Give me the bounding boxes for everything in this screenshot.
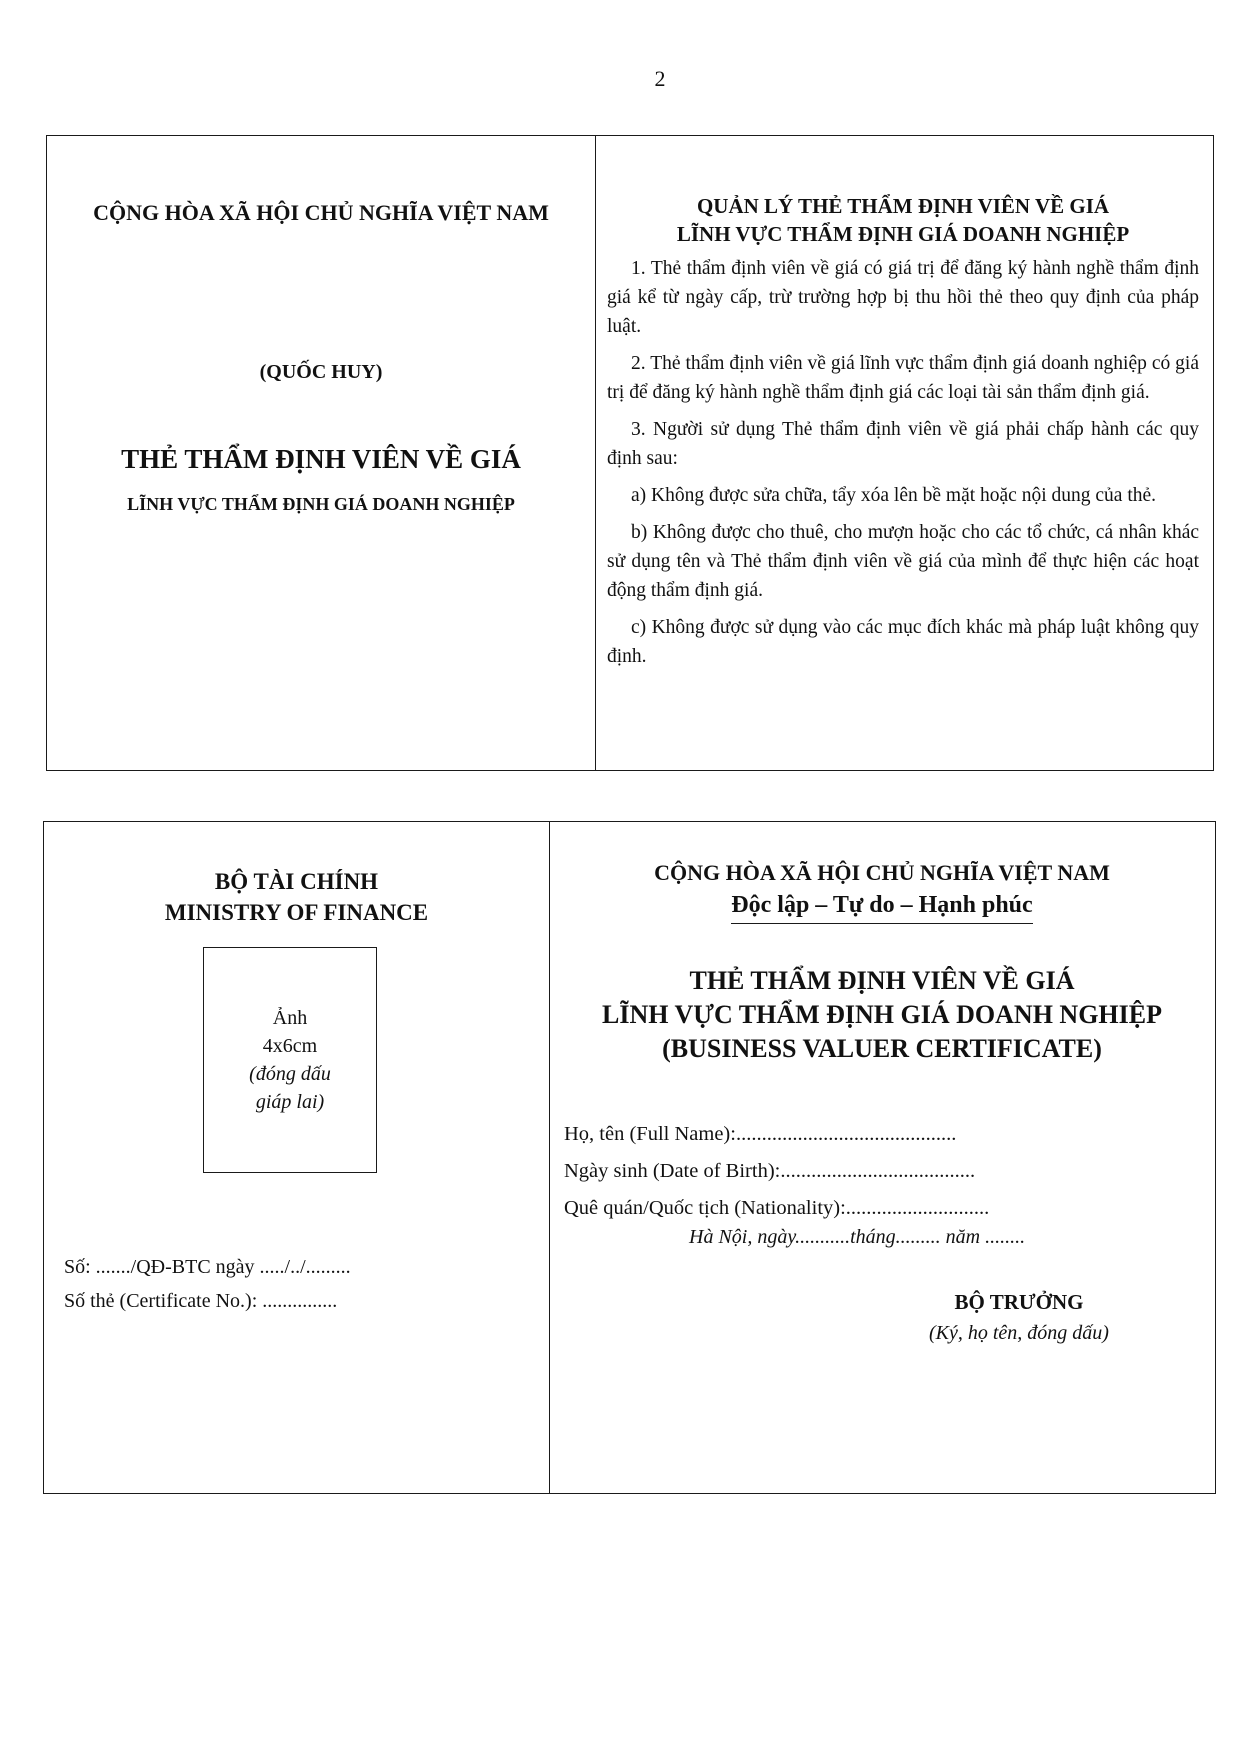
certificate-title-line3: (BUSINESS VALUER CERTIFICATE) [662,1034,1102,1063]
rule-item: b) Không được cho thuê, cho mượn hoặc cho các tổ chức, cá nhân khác sử dụng tên và Thẻ thẩm định viên về giá của mình để thực hiện các hoạt động thẩm định giá. [607,522,1199,601]
signer-title: BỘ TRƯỞNG [954,1290,1084,1314]
back-left-panel [44,822,549,1493]
place-date-line: Hà Nội, ngày...........tháng......... năm ........ [689,1226,1026,1248]
certificate-title [549,964,1215,1066]
date-of-birth-field: Ngày sinh (Date of Birth):...................................... [564,1160,976,1182]
certificate-subtitle: LĨNH VỰC THẨM ĐỊNH GIÁ DOANH NGHIỆP [127,494,515,514]
certificate-number: Số thẻ (Certificate No.): ............... [64,1290,338,1312]
certificate-meta [64,1250,351,1318]
rules-heading [607,192,1199,248]
ministry-heading [44,866,549,928]
republic-heading: CỘNG HÒA XÃ HỘI CHỦ NGHĨA VIỆT NAM [93,200,549,225]
ministry-name-vi: BỘ TÀI CHÍNH [214,869,379,894]
rules-heading-line2: LĨNH VỰC THẨM ĐỊNH GIÁ DOANH NGHIỆP [676,222,1130,246]
holder-fields [564,1116,989,1227]
certificate-title-line2: LĨNH VỰC THẨM ĐỊNH GIÁ DOANH NGHIỆP [601,1000,1162,1029]
page-number: 2 [654,66,666,91]
photo-box [203,947,377,1173]
full-name-field: Họ, tên (Full Name):........................................... [564,1123,957,1145]
photo-label: Ảnh [272,1007,308,1029]
rules-heading-line1: QUẢN LÝ THẺ THẨM ĐỊNH VIÊN VỀ GIÁ [696,194,1110,218]
certificate-back-card [43,821,1216,1494]
front-right-panel [595,136,1213,770]
nationality-field: Quê quán/Quốc tịch (Nationality):............................ [564,1197,990,1219]
certificate-title: THẺ THẨM ĐỊNH VIÊN VỀ GIÁ [121,444,521,474]
decision-number: Số: ......./QĐ-BTC ngày ...../../......... [64,1256,351,1278]
back-right-panel [549,822,1215,1493]
republic-heading: CỘNG HÒA XÃ HỘI CHỦ NGHĨA VIỆT NAM [654,860,1110,885]
photo-size: 4x6cm [262,1035,318,1057]
front-left-panel [47,136,595,770]
national-motto: Độc lập – Tự do – Hạnh phúc [731,892,1032,924]
certificate-front-card [46,135,1214,771]
rule-item: 2. Thẻ thẩm định viên về giá lĩnh vực thẩm định giá doanh nghiệp có giá trị để đăng ký hành nghề thẩm định giá các loại tài sản thẩm định giá. [607,353,1199,403]
rule-item: 3. Người sử dụng Thẻ thẩm định viên về giá phải chấp hành các quy định sau: [607,419,1199,469]
certificate-title-line1: THẺ THẨM ĐỊNH VIÊN VỀ GIÁ [689,966,1075,995]
rule-item: a) Không được sửa chữa, tẩy xóa lên bề mặt hoặc nội dung của thẻ. [631,485,1157,506]
motto-wrapper [549,892,1215,924]
signature-note: (Ký, họ tên, đóng dấu) [929,1322,1109,1344]
photo-stamp-note-2: giáp lai) [255,1091,325,1113]
rule-item: c) Không được sử dụng vào các mục đích khác mà pháp luật không quy định. [607,617,1199,667]
national-emblem-placeholder: (QUỐC HUY) [259,361,383,383]
rule-item: 1. Thẻ thẩm định viên về giá có giá trị để đăng ký hành nghề thẩm định giá kể từ ngày cấp, trừ trường hợp bị thu hồi thẻ theo quy định của pháp luật. [607,258,1199,337]
ministry-name-en: MINISTRY OF FINANCE [164,900,429,925]
photo-stamp-note: (đóng dấu [249,1063,331,1085]
